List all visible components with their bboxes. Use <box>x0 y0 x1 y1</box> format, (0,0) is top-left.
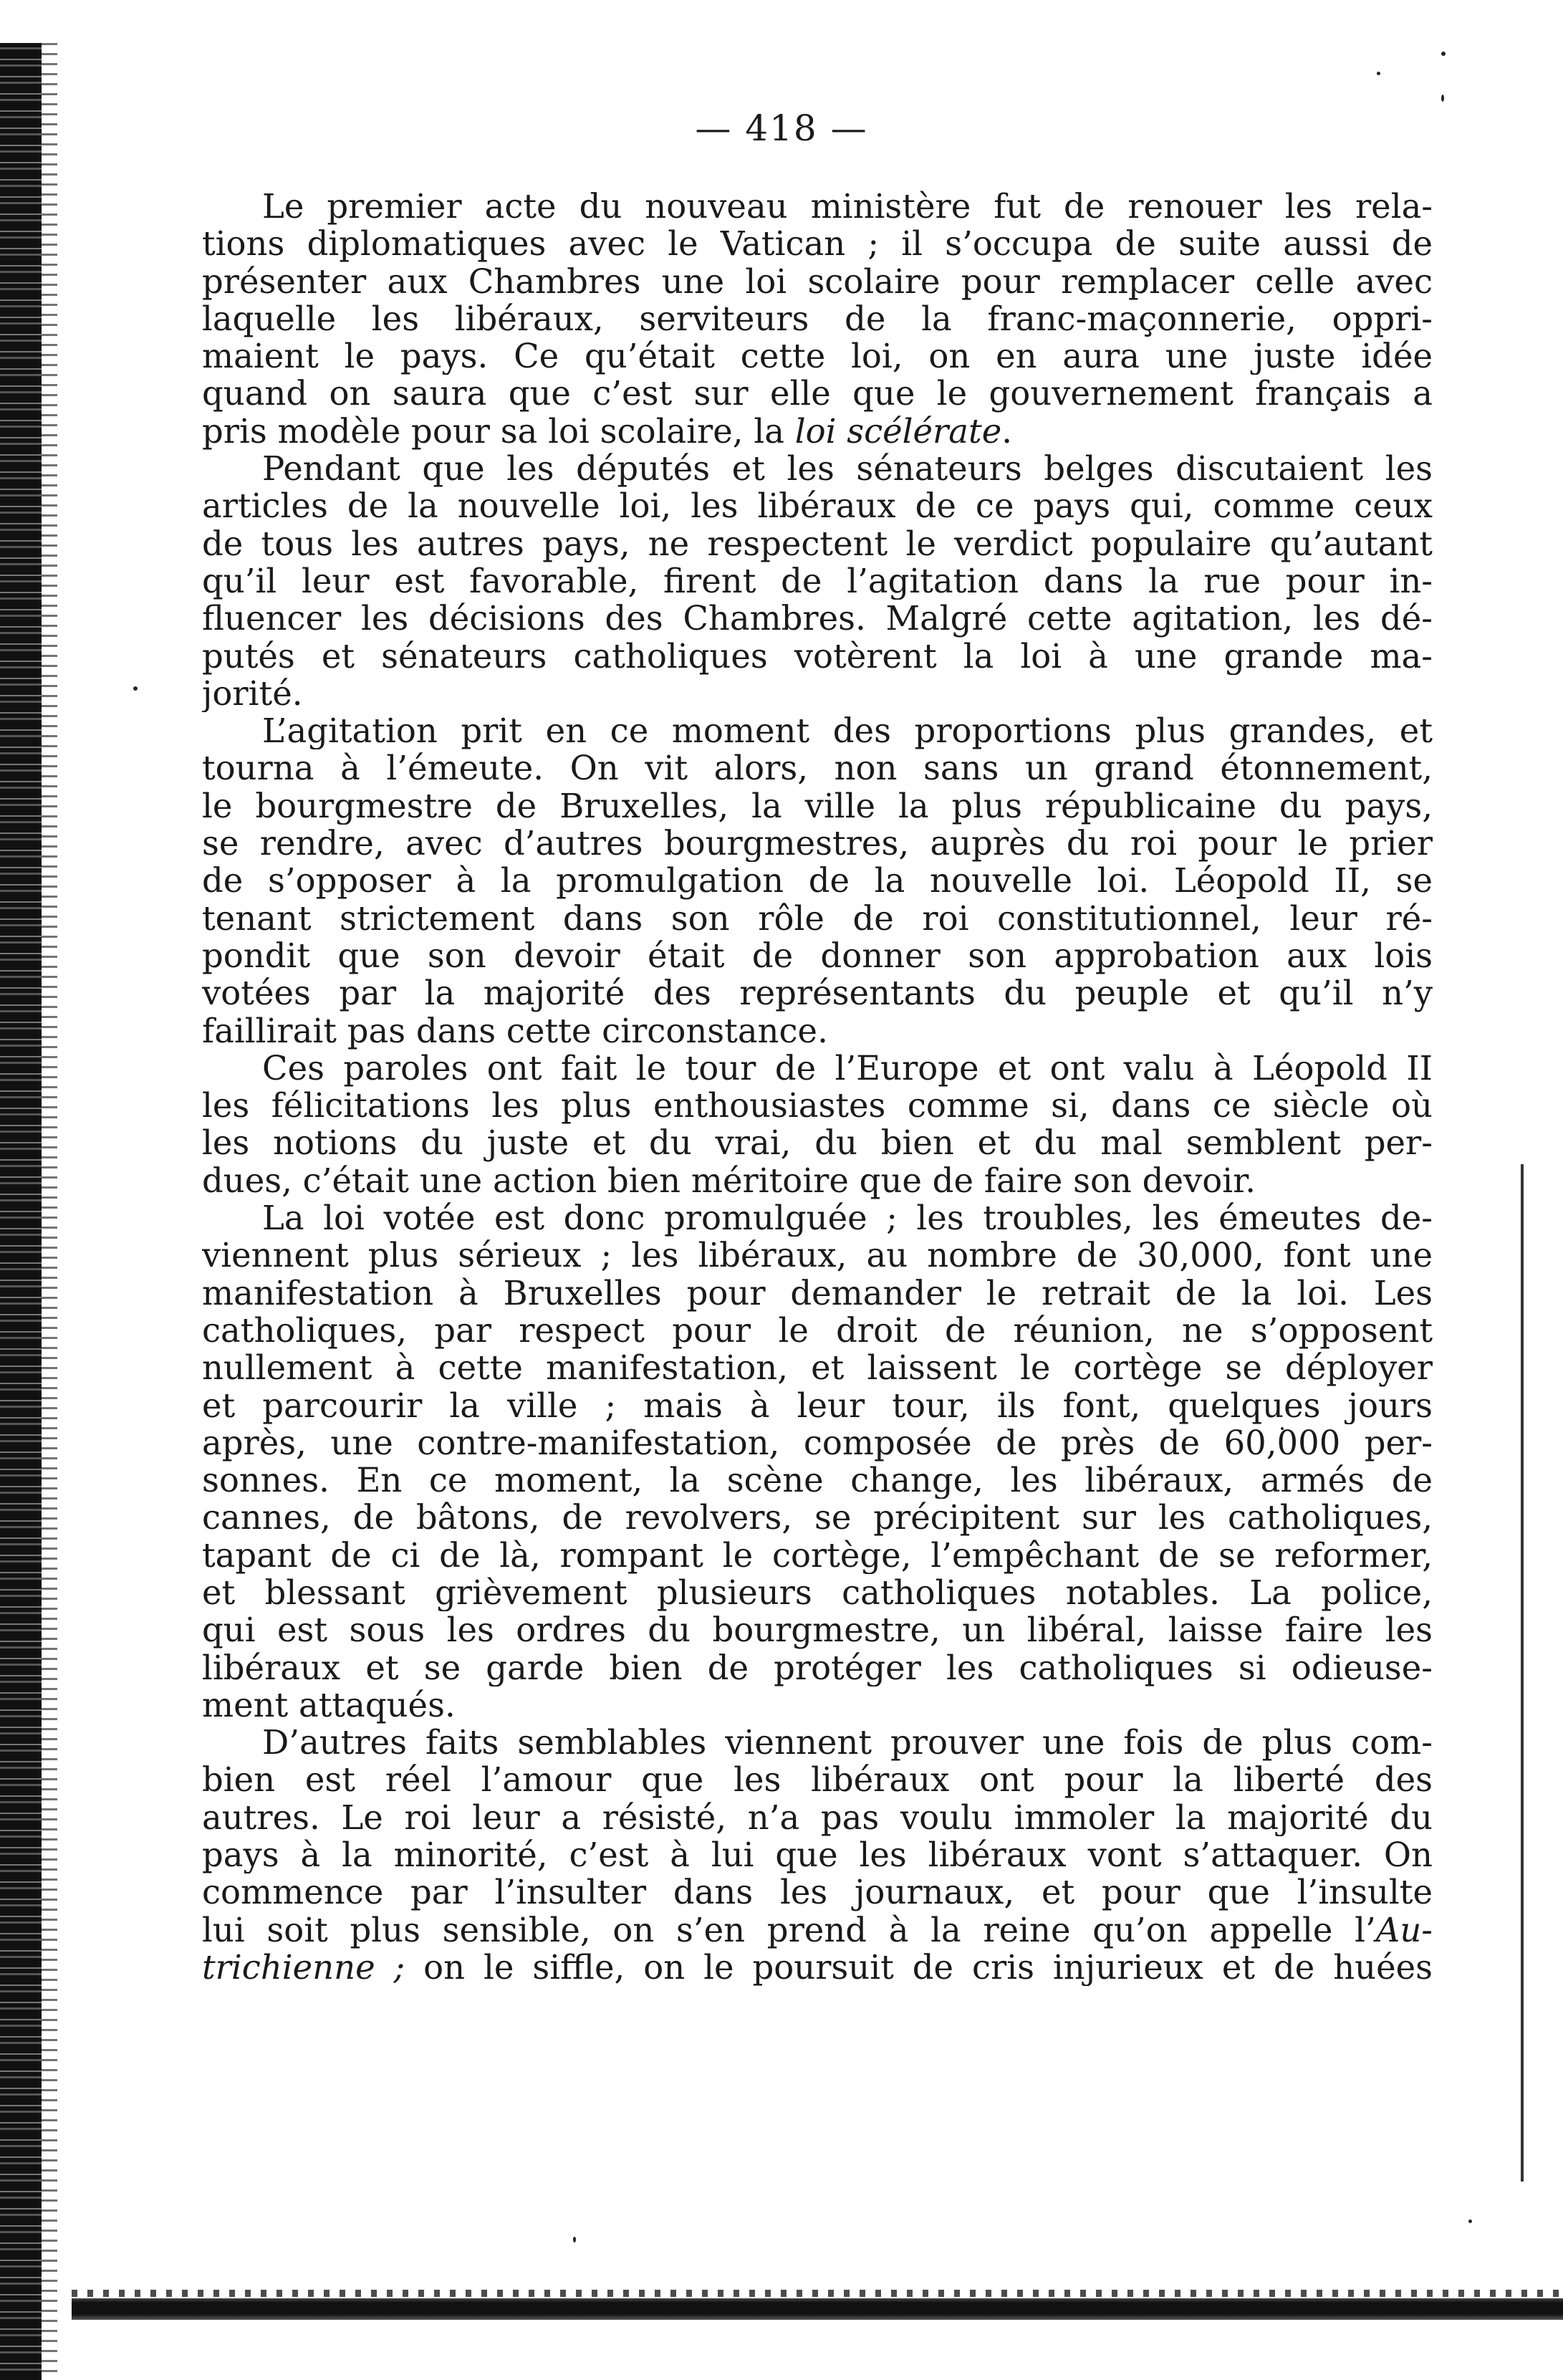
text-line: laquelle les libéraux, serviteurs de la franc-maçonnerie, oppri- <box>202 299 1433 338</box>
text-line: se rendre, avec d’autres bourgmestres, auprès du roi pour le prier <box>202 825 1433 863</box>
scan-speck <box>1468 2220 1472 2223</box>
scan-speck <box>1441 95 1444 102</box>
scan-speck <box>1441 52 1446 56</box>
text-line: votées par la majorité des représentants du peuple et qu’il n’y <box>202 974 1433 1012</box>
italic-phrase: Au- <box>1375 1911 1433 1949</box>
text-line: dues, c’était une action bien méritoire que de faire son devoir. <box>202 1161 1256 1200</box>
scan-speck <box>133 686 138 691</box>
text-line: bien est réel l’amour que les libéraux ont pour la liberté des <box>202 1761 1433 1799</box>
body-text <box>202 188 1433 1986</box>
text-line: jorité. <box>202 674 303 713</box>
text-line: qu’il leur est favorable, firent de l’agitation dans la rue pour in- <box>202 562 1433 600</box>
text-line: manifestation à Bruxelles pour demander le retrait de la loi. Les <box>202 1274 1433 1312</box>
italic-phrase: trichienne ; <box>202 1948 405 1987</box>
italic-phrase: loi scélérate <box>794 412 1002 451</box>
text-line: ment attaqués. <box>202 1686 456 1724</box>
text-line: fluencer les décisions des Chambres. Malgré cette agitation, les dé- <box>202 600 1433 638</box>
text-line: viennent plus sérieux ; les libéraux, au nombre de 30,000, font une <box>202 1237 1433 1275</box>
text-line: quand on saura que c’est sur elle que le gouvernement français a <box>202 375 1433 413</box>
text-line: trichienne ; on le siffle, on le poursuit de cris injurieux et de huées <box>202 1948 1433 1987</box>
scan-binding-edge <box>0 43 42 2380</box>
text-line: après, une contre-manifestation, composée de près de 60,000 per- <box>202 1424 1433 1462</box>
scan-speck <box>573 2237 576 2242</box>
text-line: tapant de ci de là, rompant le cortège, l’empêchant de se reformer, <box>202 1536 1433 1574</box>
text-line: faillirait pas dans cette circonstance. <box>202 1012 828 1050</box>
text-line: La loi votée est donc promulguée ; les troubles, les émeutes de- <box>262 1199 1433 1237</box>
text-line: tions diplomatiques avec le Vatican ; il s’occupa de suite aussi de <box>202 225 1433 263</box>
text-line: sonnes. En ce moment, la scène change, les libéraux, armés de <box>202 1462 1433 1500</box>
text-line: commence par l’insulter dans les journaux, et pour que l’insulte <box>202 1873 1433 1911</box>
text-line: nullement à cette manifestation, et laissent le cortège se déployer <box>202 1349 1433 1387</box>
text-line: lui soit plus sensible, on s’en prend à la reine qu’on appelle l’Au- <box>202 1911 1433 1949</box>
text-line: D’autres faits semblables viennent prouver une fois de plus com- <box>262 1724 1433 1762</box>
text-line: pays à la minorité, c’est à lui que les libéraux vont s’attaquer. On <box>202 1836 1433 1874</box>
text-line: et blessant grièvement plusieurs catholiques notables. La police, <box>202 1573 1433 1612</box>
text-line: articles de la nouvelle loi, les libéraux de ce pays qui, comme ceux <box>202 487 1433 525</box>
text-line: présenter aux Chambres une loi scolaire pour remplacer celle avec <box>202 262 1433 300</box>
text-line: autres. Le roi leur a résisté, n’a pas voulu immoler la majorité du <box>202 1798 1433 1837</box>
text-line: tenant strictement dans son rôle de roi constitutionnel, leur ré- <box>202 899 1433 937</box>
text-line: et parcourir la ville ; mais à leur tour, ils font, quelques jours <box>202 1386 1433 1424</box>
text-line: maient le pays. Ce qu’était cette loi, on en aura une juste idée <box>202 337 1433 375</box>
text-line: de s’opposer à la promulgation de la nouvelle loi. Léopold II, se <box>202 862 1433 900</box>
text-line: le bourgmestre de Bruxelles, la ville la plus républicaine du pays, <box>202 787 1433 825</box>
scan-speck <box>1377 72 1380 75</box>
text-line: les félicitations les plus enthousiastes comme si, dans ce siècle où <box>202 1087 1433 1125</box>
text-line: Pendant que les députés et les sénateurs belges discutaient les <box>262 450 1433 488</box>
page-number: — 418 — <box>695 107 868 149</box>
text-line: L’agitation prit en ce moment des proportions plus grandes, et <box>262 712 1433 750</box>
text-line: Le premier acte du nouveau ministère fut de renouer les rela- <box>262 188 1433 226</box>
text-line: qui est sous les ordres du bourgmestre, un libéral, laisse faire les <box>202 1611 1433 1649</box>
text-line: pondit que son devoir était de donner son approbation aux lois <box>202 936 1433 975</box>
text-line: cannes, de bâtons, de revolvers, se précipitent sur les catholiques, <box>202 1499 1433 1537</box>
text-line: Ces paroles ont fait le tour de l’Europe et ont valu à Léopold II <box>262 1049 1433 1088</box>
text-line: tourna à l’émeute. On vit alors, non sans un grand étonnement, <box>202 749 1433 787</box>
text-line: catholiques, par respect pour le droit de réunion, ne s’opposent <box>202 1311 1433 1350</box>
text-line: libéraux et se garde bien de protéger les catholiques si odieuse- <box>202 1649 1433 1686</box>
scan-bottom-band <box>72 2298 1563 2320</box>
text-line: les notions du juste et du vrai, du bien et du mal semblent per- <box>202 1124 1433 1162</box>
text-line: de tous les autres pays, ne respectent le verdict populaire qu’autant <box>202 524 1433 562</box>
text-line: pris modèle pour sa loi scolaire, la loi scélérate. <box>202 412 1012 451</box>
scan-right-edge-mark <box>1521 1164 1524 2182</box>
text-line: putés et sénateurs catholiques votèrent la loi à une grande ma- <box>202 637 1433 675</box>
